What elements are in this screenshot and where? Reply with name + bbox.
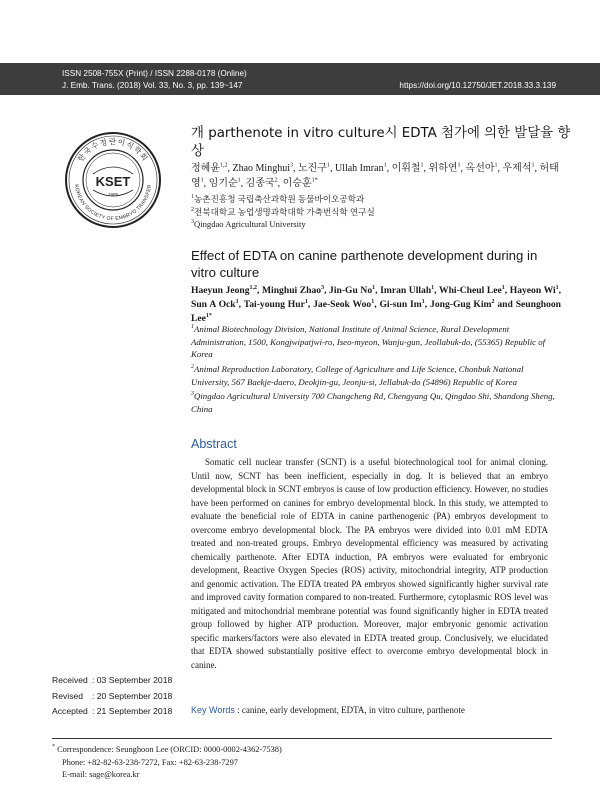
footnote-divider [52,738,552,739]
korean-author-list: 정혜윤$^{1,2}$, Zhao Minghui$^3$, 노진구$^1$, Ullah Imran$^1$, 이휘철$^1$, 위하연$^1$, 옥선아$^1$, 우제석$^1$, 허태영$^1$, 임기순$^1$, 김종국$^2$, 이승훈$^{1*}$ [191,162,559,189]
affiliation-sup: 1 [191,194,194,201]
logo-center-text: KSET [95,174,131,189]
date-value: : 20 September 2018 [92,690,173,701]
author-sup: 1 [371,298,375,305]
author-name: Tai-young Hur [243,299,305,310]
author-sup: 1 [421,298,425,305]
author-name: Gi-sun Im [379,299,422,310]
author-name: 정혜윤 [191,163,220,174]
author-sup: 1 [304,298,308,305]
date-value: : 21 September 2018 [92,706,173,716]
author-name: Seunghoon Lee [191,299,562,324]
affiliation-sup: 3 [191,219,194,226]
kset-society-logo [63,130,163,230]
author [429,163,461,174]
abstract-heading: Abstract [191,437,237,451]
author-name: 노진구 [297,163,327,174]
author-sup: 1 [235,298,239,305]
date-row [52,704,172,720]
affiliation-text: Animal Reproduction Laboratory, College of Agriculture and Life Science, Chonbuk National University, 567 Baekje-daero, Deokjin-gu, Jeonju-si, Jellabuk-do (54896) Republic of Korea [191,364,524,387]
affiliation-text: Animal Biotechnology Division, National Institute of Animal Science, Rural Development Administration, 1500, Kongjwipatjwi-ro, Iseo-myeon, Wanju-gun, Jeollabuk-do, (55365) Republic of Korea [191,324,546,359]
author-sup: 1 [372,284,376,291]
author-name: 허태영 [191,163,559,189]
author-sup: 1 [383,162,387,169]
author-sup: 2 [491,298,495,305]
logo-ring-text-ko: 한국수정란이식학회 [75,137,151,164]
author-name: Imran Ullah [380,285,432,296]
author [283,178,318,189]
author-sup: 1 [531,162,535,169]
author-name: Jin-Gu No [329,285,373,296]
author [313,299,374,310]
date-label: Revised [52,690,84,701]
correspondence-line2: Phone: +82-82-63-238-7272, Fax: +82-63-238-7297 [62,757,238,767]
date-label: Received [52,675,88,685]
affiliation [191,193,561,206]
author-name: Zhao Minghui [232,163,290,174]
author [191,163,227,174]
author [466,163,498,174]
correspondence-email[interactable]: E-mail: sage@korea.kr [62,770,140,779]
issn-line: ISSN 2508-755X (Print) / ISSN 2288-0178 (Online) [62,69,247,78]
author-sup: 1,2 [219,162,228,169]
author [246,178,278,189]
author-sup: 1 [555,284,559,291]
korean-affiliations [191,193,561,231]
author [379,299,424,310]
author [244,299,308,310]
author-name: Sun A Ock [191,299,236,310]
logo-ring-text-en: KOREAN SOCIETY OF EMBRYO TRANSFER [73,184,153,223]
affiliation-sup: 2 [191,364,194,371]
author [439,285,505,296]
author-name: 옥선아 [465,163,495,174]
author-name: Minghui Zhao [262,285,322,296]
author-name: 김종국 [245,178,275,189]
author-name: Haeyun Jeong [191,285,250,296]
correspondence-line1: Correspondence: Seunghoon Lee (ORCID: 0000-0002-4362-7538) [57,745,282,754]
author-sup: 1 [431,284,435,291]
author [298,163,330,174]
author-name: 위하연 [428,163,458,174]
date-row [52,673,172,689]
author [392,163,424,174]
author-sup: 1 [457,162,461,169]
journal-header-bar [0,63,600,95]
author-name: Whi-Cheul Lee [438,285,502,296]
abstract-body: Somatic cell nuclear transfer (SCNT) is a useful biotechnological tool for animal cloning. Until now, SCNT has been inefficient, especially in dog. It is believed that an embryo developmental block in SCNT embryos is cause of low production efficiency. However, no studies have been performed on canines for embryo developmental block. In this study, we attempted to evaluate the beneficial role of EDTA in canine parthenogenic (PA) embryos development to overcome embryo developmental block. The PA embryos were divided into 0.01 mM EDTA treated and non-treated groups. Embryo developmental efficiency was measured by activating chemically parthenote. After EDTA induction, PA embryos were evaluated for embryonic development, Reactive Oxygen Species (ROS) activity, mitochondrial integrity, ATP production and genomic activation. The EDTA treated PA embryos showed significantly higher survival rate and improved cavity formation compared to non-treated. Furthermore, cytoplasmic ROS level was mitigated and mitochondrial membrane potential was found significantly higher in EDTA treated group followed by higher ATP production. Moreover, major embryonic genomic activation specific markers/factors were also elevated in EDTA treated group. Conclusively, we elucidated that EDTA showed substantially positive effect to overcome embryo developmental block in canine. [191,457,548,670]
author [510,285,559,296]
author-sup: 1 [420,162,424,169]
journal-citation: J. Emb. Trans. (2018) Vol. 33, No. 3, pp. 139~147 [62,81,243,90]
author-sup: 1 [326,162,330,169]
author-sup: 1 [494,162,498,169]
keywords-label: Key Words [191,705,235,715]
author [191,299,239,310]
author-sup: 1* [311,177,318,184]
author-sup: 1 [501,284,505,291]
affiliation [191,363,561,388]
author-sup: 1 [237,177,241,184]
author-sup: 1 [200,177,204,184]
affiliation [191,206,561,219]
author [380,285,434,296]
author-sup: 3 [289,162,293,169]
author-name: Hayeon Wi [509,285,556,296]
author [191,285,257,296]
english-title: Effect of EDTA on canine parthenote development during in vitro culture [191,248,538,280]
author [209,178,241,189]
correspondence-footnote [52,744,282,782]
author-name: 이휘철 [391,163,421,174]
author-name: Jae-Seok Woo [313,299,372,310]
korean-title: 개 parthenote in vitro culture시 EDTA 첨가에 의한 발달율 향상 [191,126,571,159]
date-label: Accepted [52,706,88,716]
author-name: 우제석 [502,163,532,174]
affiliation [191,218,561,231]
author [503,163,535,174]
submission-dates [52,673,172,720]
author-sup: 3 [321,284,325,291]
author [329,285,375,296]
correspondence-marker: * [52,744,55,751]
logo-year: 1985 [107,192,119,197]
date-row [52,689,172,705]
affiliation-text: 농촌진흥청 국립축산과학원 동물바이오공학과 [194,194,365,204]
author-name: 이승훈 [282,178,312,189]
author-sup: 2 [274,177,278,184]
author-sup: 1* [205,312,212,319]
keywords-text: : canine, early development, EDTA, in vitro culture, parthenote [237,705,465,715]
date-value: : 03 September 2018 [92,675,173,685]
affiliation-text: Qingdao Agricultural University [194,219,306,229]
author-name: Jong-Gug Kim [430,299,492,310]
author [335,163,387,174]
affiliation-sup: 3 [191,391,194,398]
affiliation-sup: 2 [191,206,194,213]
affiliation [191,390,561,415]
doi-link[interactable]: https://doi.org/10.12750/JET.2018.33.3.139 [399,81,556,90]
english-author-list: Haeyun Jeong$^{1,2}$, Minghui Zhao$^3$, Jin-Gu No$^1$, Imran Ullah$^1$, Whi-Cheul Lee$^1$, Hayeon Wi$^1$, Sun A Ock$^1$, Tai-young Hur$^1$, Jae-Seok Woo$^1$, Gi-sun Im$^1$, Jong-Gug Kim$^2$ and Seunghoon Lee$^{1*}$ [191,284,562,324]
affiliation-text: Qingdao Agricultural University 700 Changcheng Rd, Chengyang Qu, Qingdao Shi, Shandong Sheng, China [191,391,555,414]
author [232,163,293,174]
affiliation-sup: 1 [191,324,194,331]
author [262,285,324,296]
affiliation [191,323,561,361]
keywords [191,705,465,715]
author [430,299,494,310]
author-name: 임기순 [208,178,238,189]
author-name: Ullah Imran [334,163,384,174]
author-sup: 1,2 [249,284,258,291]
affiliation-text: 전북대학교 농업생명과학대학 가축번식학 연구실 [194,206,375,217]
